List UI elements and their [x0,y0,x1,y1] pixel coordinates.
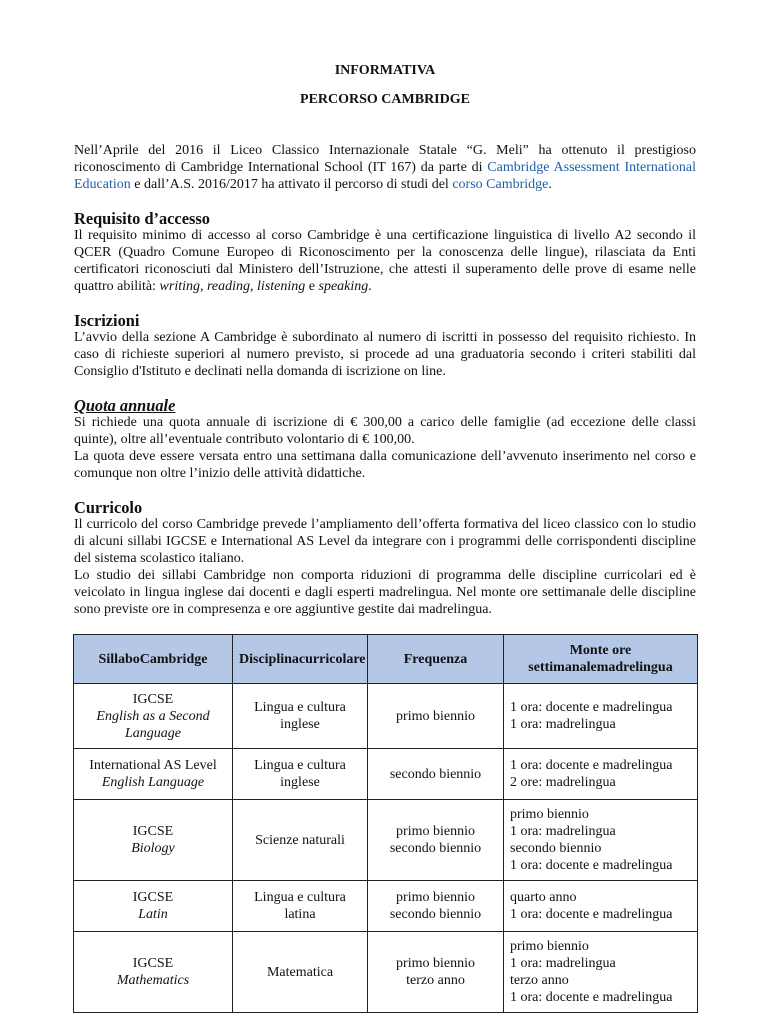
table-header-row [74,635,698,684]
skill-listening: listening [257,279,306,294]
skill-separator-3: e [305,279,319,294]
quota-paragraph-2: La quota deve essere versata entro una settimana dalla comunicazione dell’avvenuto inserimento nel corso e comunque non oltre l’inizio delle attività didattiche. [74,449,696,481]
section-iscrizioni [74,312,696,380]
requisito-text: Il requisito minimo di accesso al corso Cambridge è una certificazione linguistica di livello A2 secondo il QCER (Quadro Comune Europeo di Riconoscimento per la conoscenza delle lingue), rilasciata da Enti certificatori riconosciuti dal Ministero dell’Istruzione, che attesti il superamento delle prove di esame nelle quattro abilità: [74,228,696,294]
skill-reading: reading [207,279,251,294]
header-frequenza: Frequenza [368,635,504,684]
corso-cambridge-link[interactable]: corso Cambridge [452,177,549,192]
curricolo-paragraph-1: Il curricolo del corso Cambridge prevede l’ampliamento dell’offerta formativa del liceo classico con lo studio di alcuni sillabi IGCSE e International AS Level da integrare con i programmi delle corrispondenti discipline del sistema scolastico italiano. [74,517,696,566]
section-curricolo [74,499,696,618]
document-title: INFORMATIVA [334,63,436,78]
requisito-end: . [368,279,372,294]
quota-paragraph-1: Si richiede una quota annuale di iscrizione di € 300,00 a carico delle famiglie (ad eccezione delle classi quinte), oltre all’eventuale contributo volontario di € 100,00. [74,415,696,447]
intro-text-2: e dall’A.S. 2016/2017 ha attivato il percorso di studi del [130,177,453,192]
skill-separator-1: , [200,279,207,294]
intro-text-3: . [548,177,552,192]
header-disciplina: Disciplinacurricolare [233,635,368,684]
skill-separator-2: , [250,279,258,294]
cell-sillabo: IGCSE Biology [74,800,233,881]
cell-frequenza: primo biennio [368,684,504,749]
requisito-paragraph [74,227,696,295]
iscrizioni-paragraph: L’avvio della sezione A Cambridge è subordinato al numero di iscritti in possesso del requisito richiesto. In caso di richieste superiori al numero previsto, si procede ad una graduatoria secondo i criteri stabiliti dal Consiglio d'Istituto e declinati nella domanda di iscrizione on line. [74,330,696,379]
cell-disciplina: Lingua e cultura latina [233,881,368,932]
cell-monte-ore: quarto anno 1 ora: docente e madrelingua [504,881,698,932]
cell-disciplina: Matematica [233,932,368,1013]
cell-frequenza: secondo biennio [368,749,504,800]
intro-paragraph [74,142,696,193]
cell-frequenza: primo biennio secondo biennio [368,881,504,932]
header-sillabo: SillaboCambridge [74,635,233,684]
section-heading-iscrizioni: Iscrizioni [74,311,140,330]
table-row [74,800,698,881]
cell-frequenza: primo biennio terzo anno [368,932,504,1013]
section-heading-requisito: Requisito d’accesso [74,209,210,228]
cambridge-assessment-link[interactable]: Cambridge Assessment International Education [74,160,696,192]
cell-monte-ore: 1 ora: docente e madrelingua 2 ore: madrelingua [504,749,698,800]
cell-sillabo: IGCSE Latin [74,881,233,932]
intro-text-1: Nell’Aprile del 2016 il Liceo Classico Internazionale Statale “G. Meli” ha ottenuto il prestigioso riconoscimento di Cambridge International School (IT 167) da parte di [74,143,696,175]
cell-sillabo: International AS Level English Language [74,749,233,800]
table-row [74,932,698,1013]
cell-monte-ore: primo biennio 1 ora: madrelingua terzo anno 1 ora: docente e madrelingua [504,932,698,1013]
document-subtitle: PERCORSO CAMBRIDGE [300,92,470,107]
header-monte-ore: Monte ore settimanalemadrelingua [504,635,698,684]
cell-disciplina: Scienze naturali [233,800,368,881]
cell-monte-ore: 1 ora: docente e madrelingua 1 ora: madrelingua [504,684,698,749]
skill-speaking: speaking [318,279,369,294]
section-quota [74,397,696,482]
cell-monte-ore: primo biennio 1 ora: madrelingua secondo biennio 1 ora: docente e madrelingua [504,800,698,881]
table-row [74,684,698,749]
cell-disciplina: Lingua e cultura inglese [233,684,368,749]
curricolo-paragraph-2: Lo studio dei sillabi Cambridge non comporta riduzioni di programma delle discipline curricolari ed è veicolato in lingua inglese dai docenti e dagli esperti madrelingua. Nel monte ore settimanale delle discipline sono previste ore in compresenza e ore aggiuntive gestite dai madrelingua. [74,568,696,617]
cell-frequenza: primo biennio secondo biennio [368,800,504,881]
section-requisito [74,210,696,295]
table-row [74,749,698,800]
table-row [74,881,698,932]
cell-disciplina: Lingua e cultura inglese [233,749,368,800]
cell-sillabo: IGCSE English as a Second Language [74,684,233,749]
section-heading-curricolo: Curricolo [74,498,143,517]
document-page [74,58,696,1013]
syllabus-table [73,634,698,1013]
section-heading-quota: Quota annuale [74,396,176,415]
skill-writing: writing [159,279,200,294]
cell-sillabo: IGCSE Mathematics [74,932,233,1013]
